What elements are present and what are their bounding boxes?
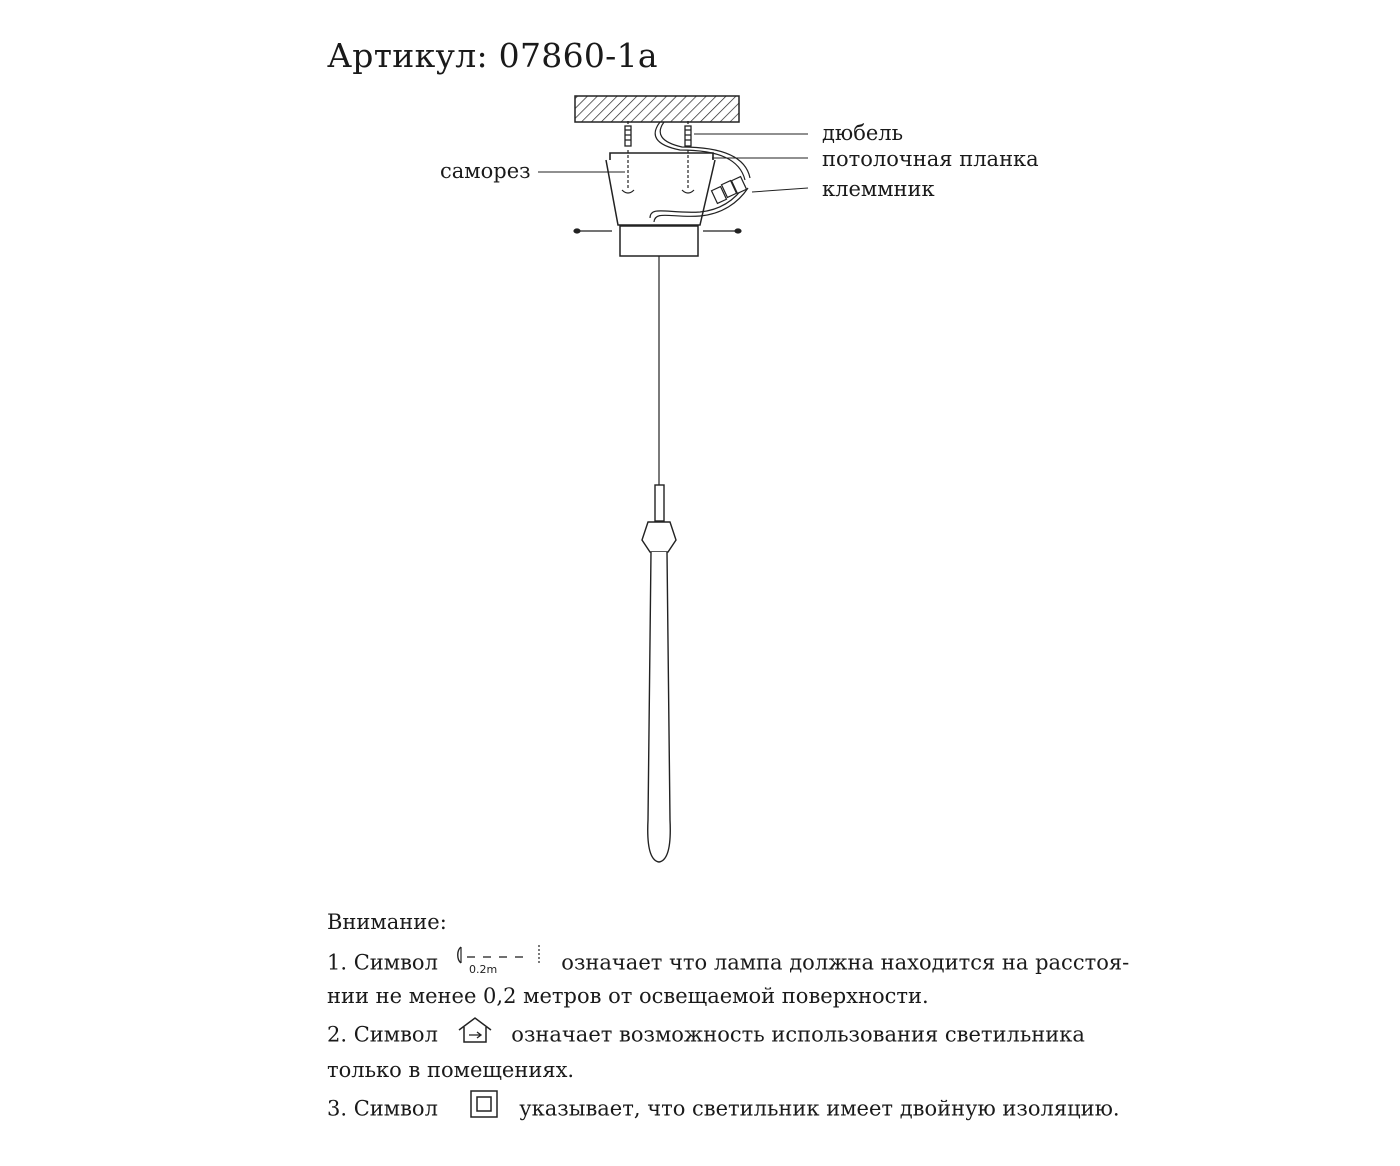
dowel-left-icon xyxy=(625,121,631,146)
label-terminal: клеммник xyxy=(822,177,935,201)
label-ceiling-bar: потолочная планка xyxy=(822,147,1039,171)
distance-symbol-text: 0.2m xyxy=(468,963,497,975)
pendant-shade xyxy=(642,485,676,862)
page-title: Артикул: 07860-1a xyxy=(327,36,658,75)
note-1 xyxy=(327,941,1129,978)
notes-heading: Внимание: xyxy=(327,910,447,934)
note-2-cont: только в помещениях. xyxy=(327,1058,575,1082)
canopy-base xyxy=(620,226,698,256)
note-2-rest: означает возможность использования светильника xyxy=(511,1022,1085,1047)
leader-lines xyxy=(538,134,808,192)
note-1-cont: нии не менее 0,2 метров от освещаемой поверхности. xyxy=(327,984,929,1008)
label-screw: саморез xyxy=(440,159,531,183)
double-insulation-icon xyxy=(469,1089,499,1131)
notes-block xyxy=(327,904,1129,1126)
ceiling-bar xyxy=(610,153,713,160)
note-2-prefix: 2. Символ xyxy=(327,1022,438,1047)
indoor-house-icon xyxy=(455,1015,495,1057)
ceiling-block xyxy=(575,96,739,122)
note-3-prefix: 3. Символ xyxy=(327,1096,438,1121)
note-3-rest: указывает, что светильник имеет двойную изоляцию. xyxy=(519,1096,1120,1121)
side-screw-right-icon xyxy=(703,229,741,233)
note-3 xyxy=(327,1089,1129,1126)
note-1-prefix: 1. Символ xyxy=(327,950,438,975)
note-2 xyxy=(327,1015,1129,1052)
dowel-right-icon xyxy=(685,121,691,146)
label-dowel: дюбель xyxy=(822,121,904,145)
screw-right-icon xyxy=(682,150,694,193)
wires xyxy=(650,122,750,222)
side-screw-left-icon xyxy=(574,229,612,233)
note-1-rest: означает что лампа должна находится на расстоя- xyxy=(561,950,1130,975)
terminal-block-icon xyxy=(712,177,747,204)
